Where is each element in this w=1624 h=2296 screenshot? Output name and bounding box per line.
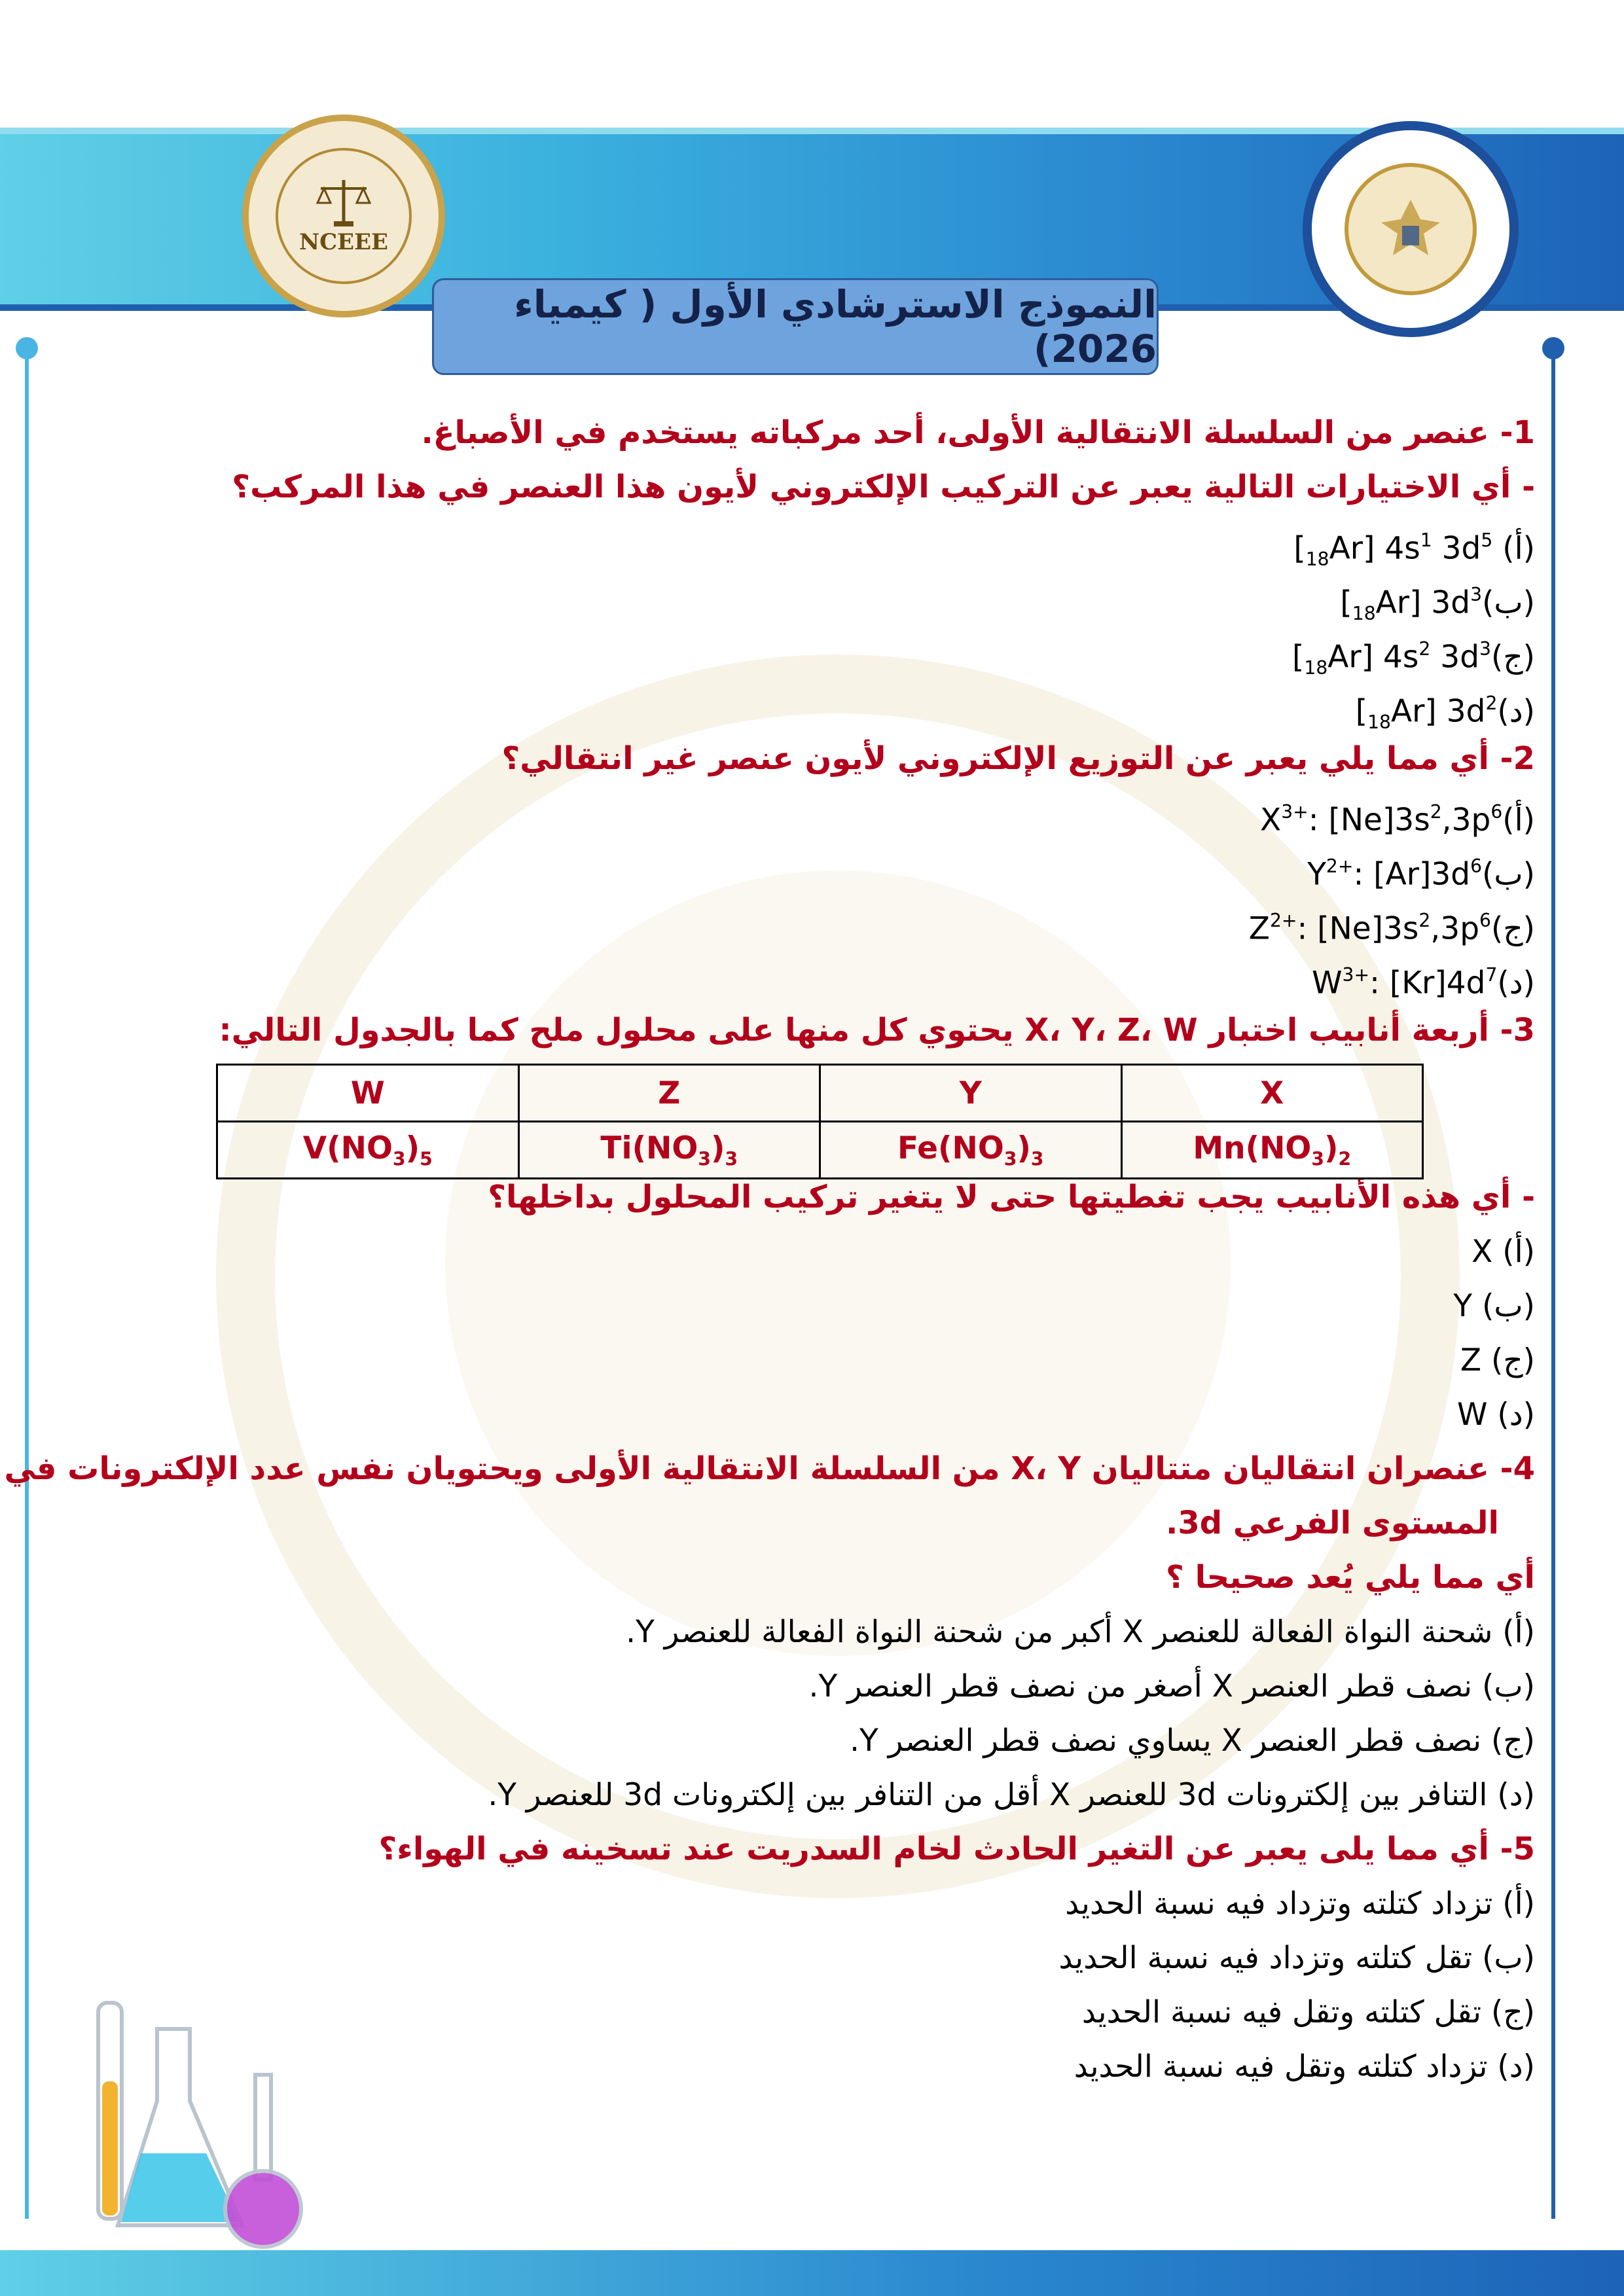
q4-option-c[interactable]: (ج) نصف قطر العنصر X يساوي نصف قطر العنصر Y. <box>850 1723 1535 1759</box>
option-label: (د) <box>1497 693 1535 730</box>
q3-salt-table <box>216 1064 1424 1179</box>
q1-option-c[interactable] <box>164 623 1535 677</box>
q1-option-d-formula: $[_{18}Ar]$ $3d^2$ <box>1355 692 1498 734</box>
q1-option-c-formula: $[_{18}Ar]$ $4s^2$ $3d^3$ <box>1292 638 1491 679</box>
table-header-z: Z <box>518 1065 820 1122</box>
q2-option-d-formula: $W^{3+}$: $[Kr]4d^7$ <box>1312 964 1498 1001</box>
nceee-logo <box>242 115 445 317</box>
option-label: (أ) <box>1502 802 1535 838</box>
q2-option-b[interactable] <box>164 840 1535 895</box>
table-cell-w: $V(NO_3)_5$ <box>217 1122 519 1179</box>
q1-stem: 1- عنصر من السلسلة الانتقالية الأولى، أحد مركباته يستخدم في الأصباغ. <box>421 414 1535 451</box>
exam-content <box>4 406 1535 2094</box>
right-side-line <box>1551 353 1555 2219</box>
q2-option-b-formula: $Y^{2+}$: $[Ar]3d^6$ <box>1307 855 1483 893</box>
q4-option-d[interactable]: (د) التنافر بين إلكترونات 3d للعنصر X أقل من التنافر بين إلكترونات 3d للعنصر Y. <box>488 1777 1535 1813</box>
q1-option-a[interactable] <box>164 514 1535 569</box>
option-label: (ب) <box>1482 584 1535 621</box>
right-top-dot <box>1542 337 1564 359</box>
option-label: (ب) <box>1482 856 1535 893</box>
table-header-x: X <box>1121 1065 1423 1122</box>
q3-stem: 3- أربعة أنابيب اختبار X، Y، Z، W يحتوي كل منها على محلول ملح كما بالجدول التالي: <box>219 1012 1535 1049</box>
q1-option-a-formula: $[_{18}Ar]$ $4s^1$ $3d^5$ <box>1293 529 1493 571</box>
option-label: (د) <box>1497 965 1535 1001</box>
q2-option-c[interactable] <box>164 895 1535 949</box>
q3-option-b[interactable]: (ب) Y <box>1453 1288 1535 1324</box>
option-label: (ج) <box>1490 910 1535 947</box>
q1-sub: - أي الاختيارات التالية يعبر عن التركيب الإلكتروني لأيون هذا العنصر في هذا المركب؟ <box>232 469 1535 505</box>
q5-option-b[interactable]: (ب) تقل كتلته وتزداد فيه نسبة الحديد <box>1058 1940 1535 1976</box>
q3-option-a[interactable]: (أ) X <box>1471 1234 1535 1270</box>
table-header-y: Y <box>820 1065 1122 1122</box>
q2-option-a[interactable] <box>164 786 1535 840</box>
q3-sub: - أي هذه الأنابيب يجب تغطيتها حتى لا يتغير تركيب المحلول بداخلها؟ <box>488 1179 1535 1215</box>
q5-option-c[interactable]: (ج) تقل كتلته وتقل فيه نسبة الحديد <box>1081 1994 1535 2030</box>
q2-option-c-formula: $Z^{2+}$: $[Ne]3s^2,3p^6$ <box>1248 910 1491 947</box>
table-header-w: W <box>217 1065 519 1122</box>
q2-option-a-formula: $X^{3+}$: $[Ne]3s^2,3p^6$ <box>1260 801 1503 838</box>
q4-stem-line2: المستوى الفرعي 3d. <box>1166 1505 1499 1541</box>
q2-option-d[interactable] <box>164 949 1535 1003</box>
q3-option-c[interactable]: (ج) Z <box>1460 1342 1535 1378</box>
q4-stem-line1: 4- عنصران انتقاليان متتاليان X، Y من السلسلة الانتقالية الأولى ويحتويان نفس عدد الإلكترونات في <box>4 1450 1535 1487</box>
scales-icon <box>314 177 373 229</box>
table-cell-z: $Ti(NO_3)_3$ <box>518 1122 820 1179</box>
q1-option-b-formula: $[_{18}Ar]$ $3d^3$ <box>1340 584 1483 625</box>
q3-option-d[interactable]: (د) W <box>1456 1397 1535 1433</box>
table-cell-x: $Mn(NO_3)_2$ <box>1121 1122 1423 1179</box>
q4-option-a[interactable]: (أ) شحنة النواة الفعالة للعنصر X أكبر من شحنة النواة الفعالة للعنصر Y. <box>626 1614 1535 1650</box>
ministry-logo <box>1303 121 1519 337</box>
option-label: (أ) <box>1502 530 1535 567</box>
q5-option-a[interactable]: (أ) تزداد كتلته وتزداد فيه نسبة الحديد <box>1065 1886 1535 1922</box>
page-title: النموذج الاسترشادي الأول ( كيمياء 2026) <box>432 278 1159 375</box>
q4-option-b[interactable]: (ب) نصف قطر العنصر X أصغر من نصف قطر العنصر Y. <box>808 1668 1535 1704</box>
q5-stem: 5- أي مما يلى يعبر عن التغير الحادث لخام السدريت عند تسخينه في الهواء؟ <box>378 1831 1535 1867</box>
q2-stem: 2- أي مما يلي يعبر عن التوزيع الإلكتروني لأيون عنصر غير انتقالي؟ <box>501 740 1535 777</box>
left-top-dot <box>16 337 38 359</box>
lab-glassware-icon <box>79 1990 314 2251</box>
option-label: (ج) <box>1490 639 1535 675</box>
q4-sub: أي مما يلي يُعد صحيحا ؟ <box>1166 1559 1535 1596</box>
left-side-line <box>25 353 29 2219</box>
table-cell-y: $Fe(NO_3)_3$ <box>820 1122 1122 1179</box>
nceee-logo-text: NCEEE <box>299 229 388 255</box>
eagle-emblem-icon <box>1375 193 1447 265</box>
table-row <box>217 1122 1423 1179</box>
table-header-row <box>217 1065 1423 1122</box>
footer-band <box>0 2250 1624 2296</box>
q5-option-d[interactable]: (د) تزداد كتلته وتقل فيه نسبة الحديد <box>1074 2049 1535 2085</box>
